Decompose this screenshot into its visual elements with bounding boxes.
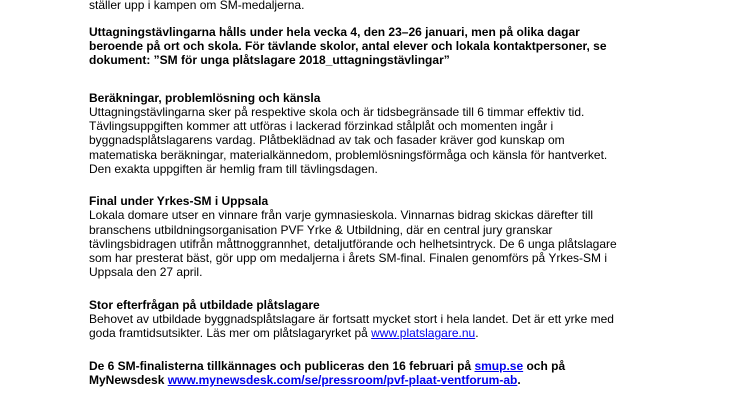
calc-line-4: matematiska beräkningar, materialkännedom, problemlösningsförmåga och känsla för hantverket. xyxy=(89,148,608,162)
calc-line-5: Den exakta uppgiften är hemlig fram till tävlingsdagen. xyxy=(89,162,378,176)
announce-line-1-suffix: och på xyxy=(523,359,566,373)
final-line-1: Lokala domare utser en vinnare från varje gymnasieskola. Vinnarnas bidrag skickas därefter till xyxy=(89,208,594,222)
demand-line-2 xyxy=(89,326,479,340)
announce-line-2-prefix: MyNewsdesk xyxy=(89,373,168,387)
final-heading: Final under Yrkes-SM i Uppsala xyxy=(89,194,269,208)
qualifying-line-2: beroende på ort och skola. För tävlande skolor, antal elever och lokala kontaktpersoner, se xyxy=(89,39,607,53)
calc-heading: Beräkningar, problemlösning och känsla xyxy=(89,91,321,105)
announce-line-2 xyxy=(89,373,521,387)
final-line-5: Uppsala den 27 april. xyxy=(89,265,203,279)
final-line-3: tävlingsbidragen utifrån måttnoggrannhet, detaljutförande och helhetsintryck. De 6 unga plåtslagare xyxy=(89,237,617,251)
qualifying-line-3: dokument: ”SM för unga plåtslagare 2018_uttagningstävlingar” xyxy=(89,53,450,67)
calc-line-2: Tävlingsuppgiften kommer att utföras i lackerad förzinkad stålplåt och momenten ingår i xyxy=(89,119,554,133)
announce-line-1-prefix: De 6 SM-finalisterna tillkännages och publiceras den 16 februari på xyxy=(89,359,475,373)
announce-line-1 xyxy=(89,359,565,373)
qualifying-line-1: Uttagningstävlingarna hålls under hela vecka 4, den 23–26 januari, men på olika dagar xyxy=(89,25,580,39)
mynewsdesk-link[interactable]: www.mynewsdesk.com/se/pressroom/pvf-plaat-ventforum-ab xyxy=(167,373,518,387)
final-line-2: branschens utbildningsorganisation PVF Yrke & Utbildning, där en central jury granskar xyxy=(89,223,553,237)
calc-line-1: Uttagningstävlingarna sker på respektive skola och är tidsbegränsade till 6 timmar effektiv tid. xyxy=(89,105,585,119)
demand-heading: Stor efterfrågan på utbildade plåtslagare xyxy=(89,298,320,312)
intro-tail: ställer upp i kampen om SM-medaljerna. xyxy=(89,0,305,12)
demand-line-2-end: . xyxy=(475,326,479,340)
calc-line-3: byggnadsplåtslagarens vardag. Plåtbeklädnad av tak och fasader kräver god kunskap om xyxy=(89,133,565,147)
announce-line-2-end: . xyxy=(517,373,521,387)
demand-line-2-text: goda framtidsutsikter. Läs mer om plåtslagaryrket på xyxy=(89,326,372,340)
smup-link[interactable]: smup.se xyxy=(474,359,524,373)
platslagare-link[interactable]: www.platslagare.nu xyxy=(371,326,476,340)
demand-line-1: Behovet av utbildade byggnadsplåtslagare är fortsatt mycket stort i hela landet. Det är ett yrke med xyxy=(89,312,614,326)
final-line-4: som har presterat bäst, gör upp om medaljerna i årets SM-final. Finalen genomförs på Yrkes-SM i xyxy=(89,251,608,265)
